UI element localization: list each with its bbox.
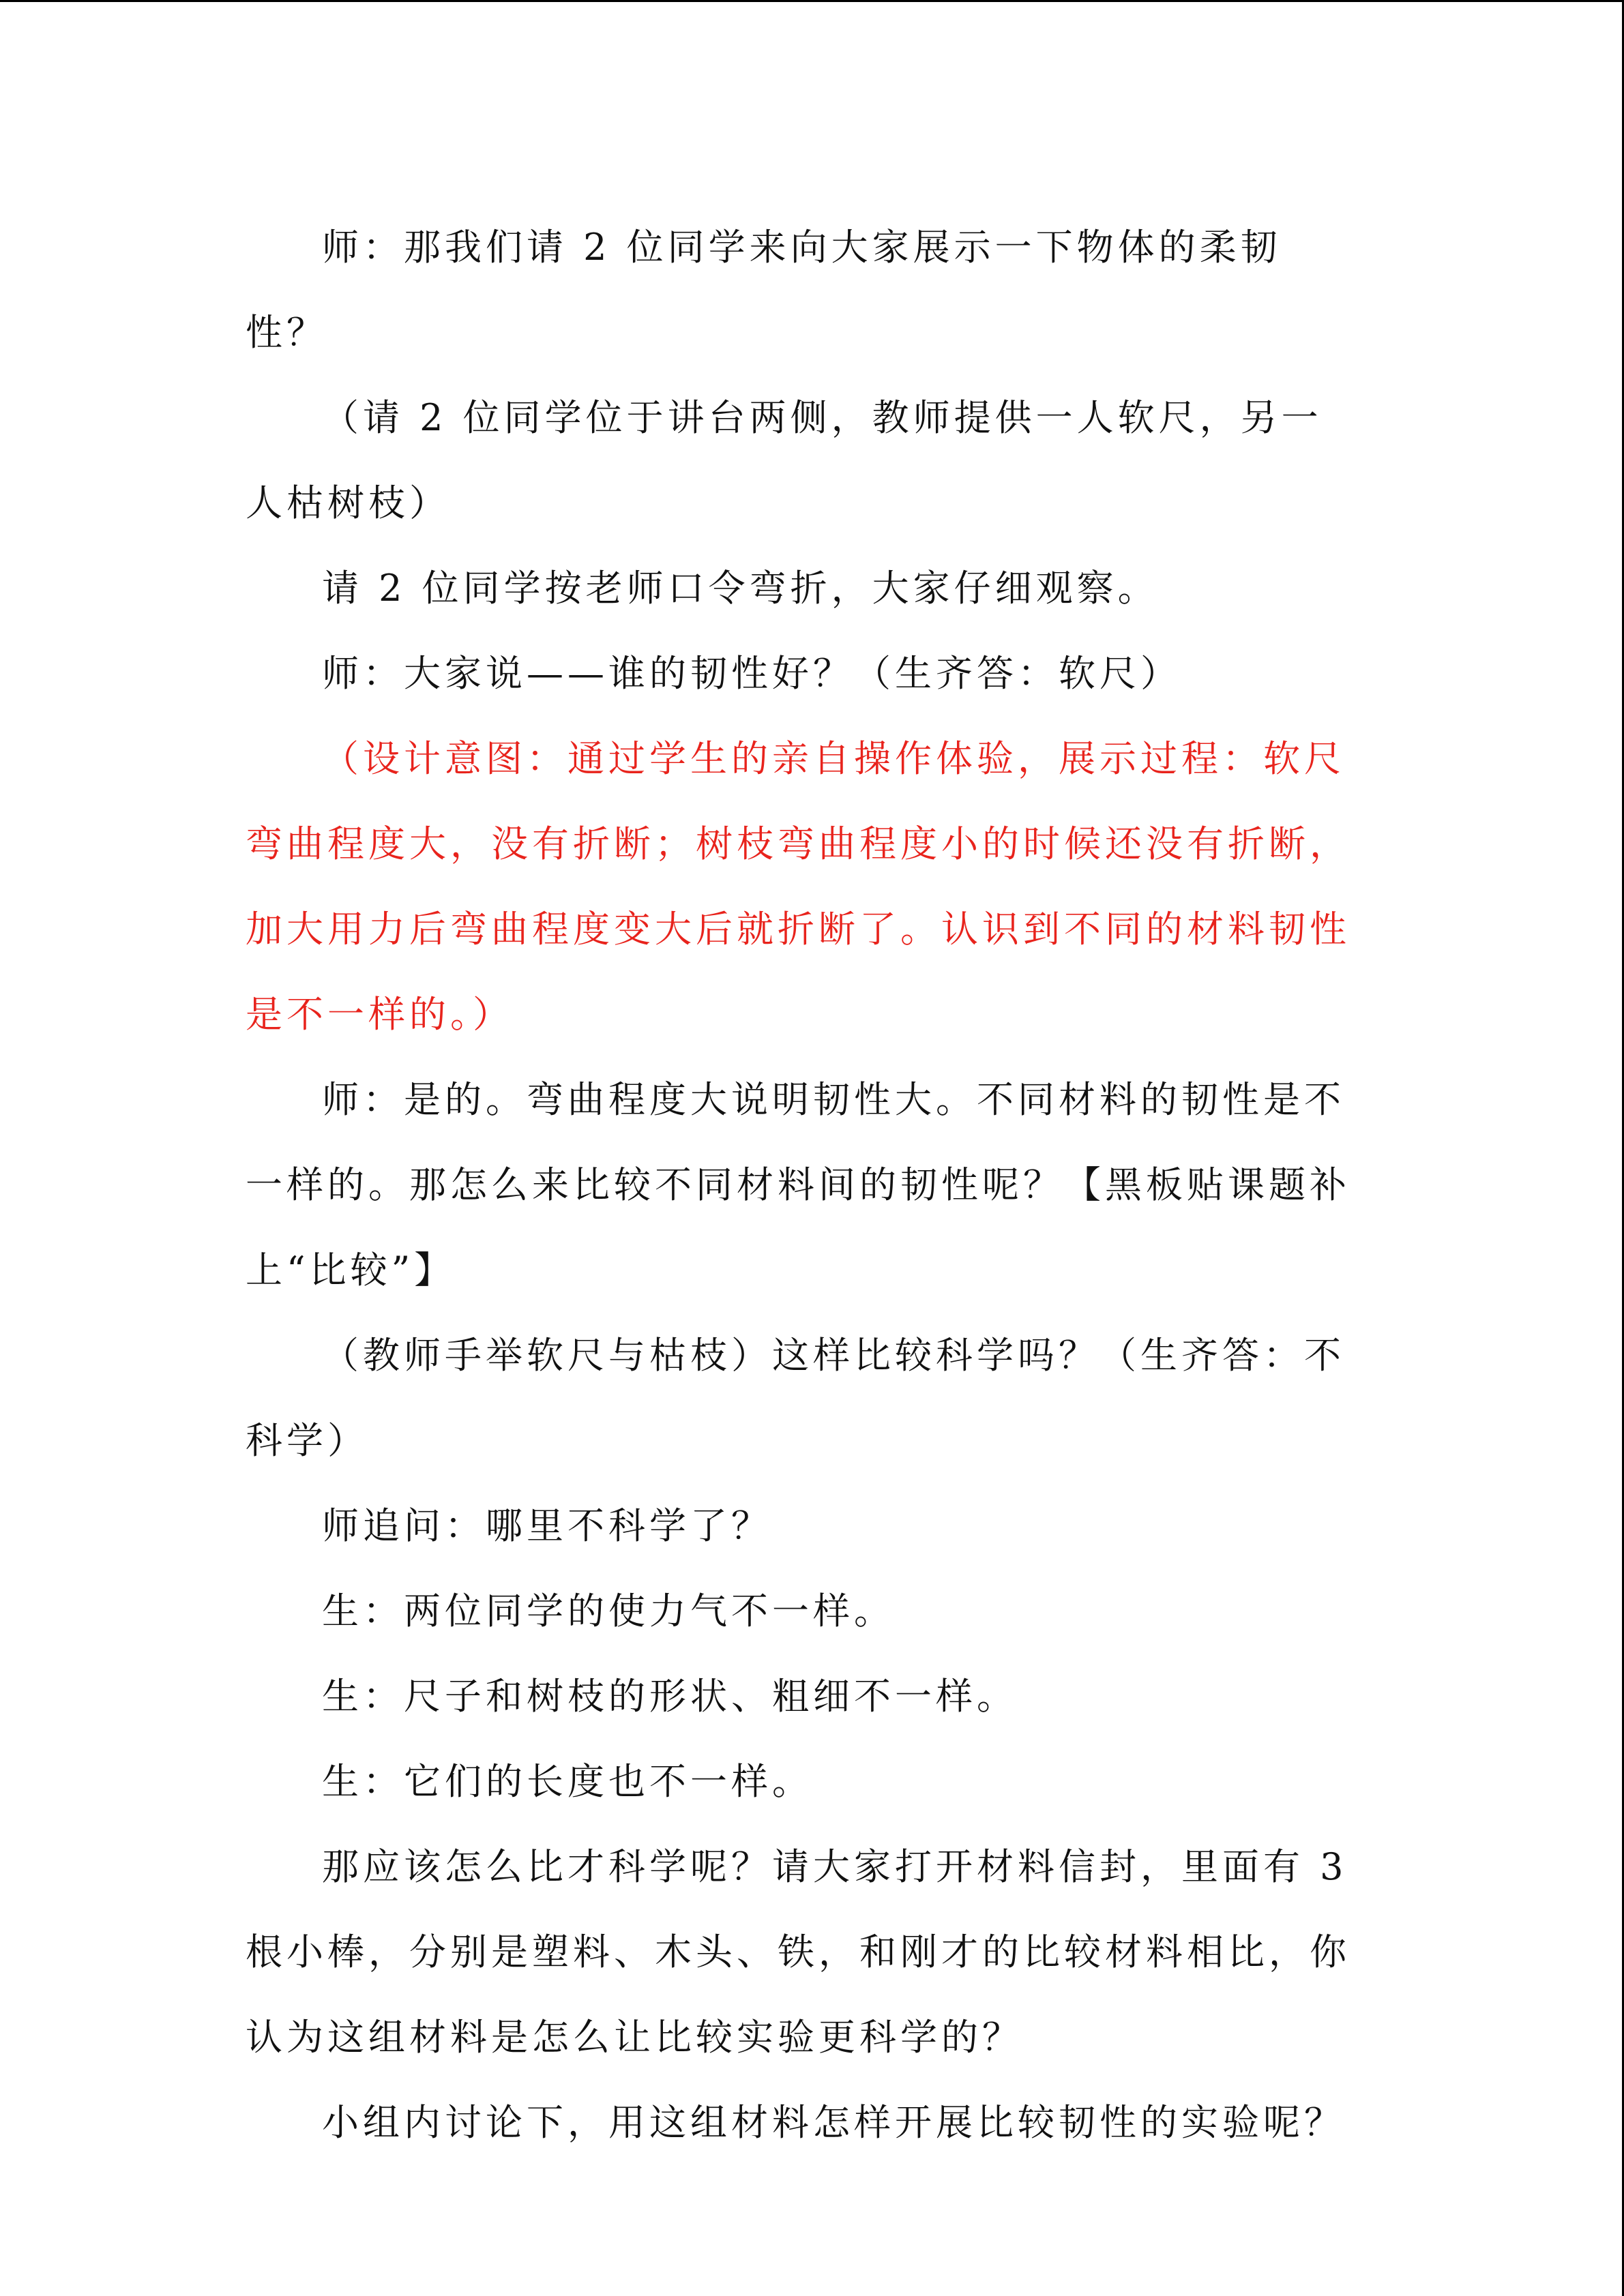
paragraph-student-answer-length: 生：它们的长度也不一样。 xyxy=(322,1760,813,1803)
paragraph-design-intent: （设计意图：通过学生的亲自操作体验，展示过程：软尺弯曲程度大，没有折断；树枝弯曲程度小的时候还没有折断，加大用力后弯曲程度变大后就折断了。认识到不同的材料韧性是不一样的。） xyxy=(246,737,1350,1036)
page-border-top xyxy=(0,0,1624,2)
paragraph-teacher-followup: 师追问：哪里不科学了？ xyxy=(322,1504,772,1547)
paragraph-student-answer-force: 生：两位同学的使力气不一样。 xyxy=(322,1590,895,1632)
paragraph-student-answer-shape: 生：尺子和树枝的形状、粗细不一样。 xyxy=(322,1675,1018,1718)
paragraph-who-is-tougher: 师：大家说——谁的韧性好？（生齐答：软尺） xyxy=(322,652,1181,695)
paragraph-bending-degree: 师：是的。弯曲程度大说明韧性大。不同材料的韧性是不一样的。那怎么来比较不同材料间的韧性呢？【黑板贴课题补上“比较”】 xyxy=(246,1078,1350,1292)
paragraph-stage-direction: （请 2 位同学位于讲台两侧，教师提供一人软尺，另一人枯树枝） xyxy=(246,396,1323,524)
paragraph-bend-instruction: 请 2 位同学按老师口令弯折，大家仔细观察。 xyxy=(322,567,1159,610)
paragraph-teacher-invite: 师：那我们请 2 位同学来向大家展示一下物体的柔韧性？ xyxy=(246,226,1282,354)
paragraph-material-envelope: 那应该怎么比才科学呢？请大家打开材料信封，里面有 3 根小棒，分别是塑料、木头、铁，和刚才的比较材料相比，你认为这组材料是怎么让比较实验更科学的？ xyxy=(246,1845,1350,2059)
paragraph-is-it-scientific: （教师手举软尺与枯枝）这样比较科学吗？（生齐答：不科学） xyxy=(246,1334,1345,1462)
paragraph-group-discussion: 小组内讨论下，用这组材料怎样开展比较韧性的实验呢？ xyxy=(322,2101,1345,2144)
document-body xyxy=(246,205,1352,2165)
